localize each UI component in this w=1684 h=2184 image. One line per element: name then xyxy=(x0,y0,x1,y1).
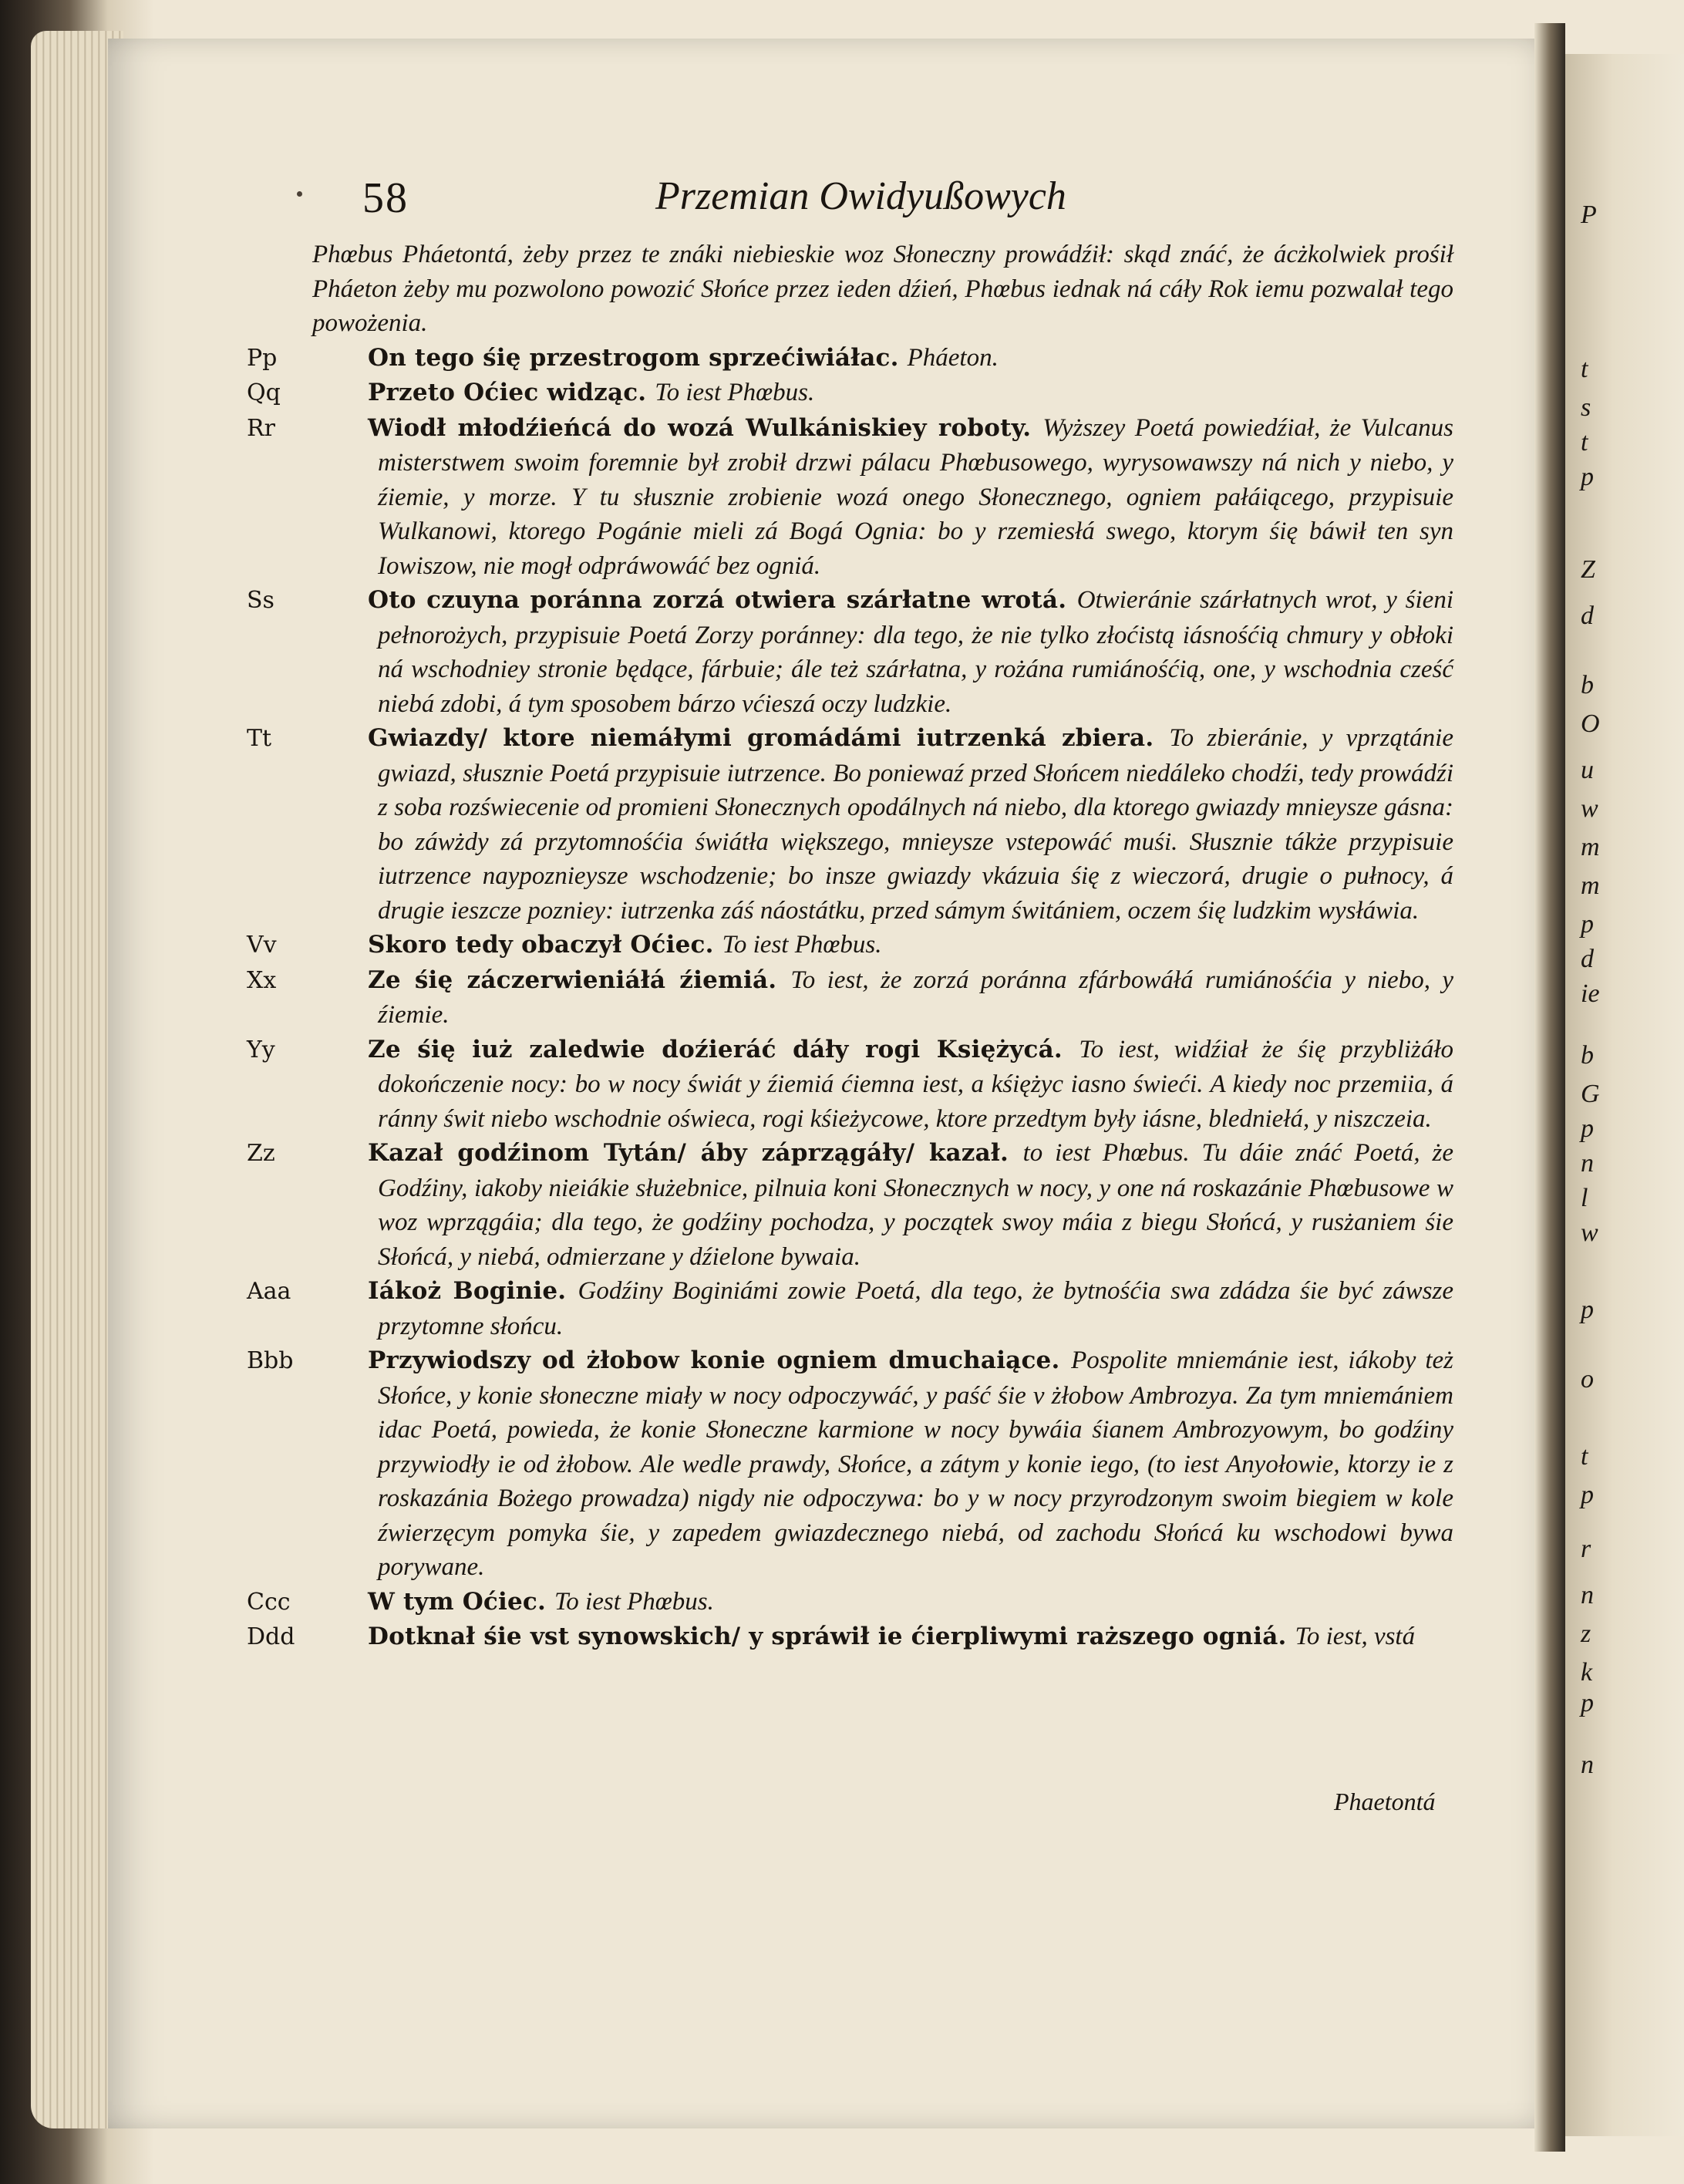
facing-page-fragment: G xyxy=(1581,1080,1600,1108)
entry-comment: to iest Phœbus. Tu dáie znáć Poetá, że Godźiny, iakoby nieiákie służebnice, pilnuia koni Słonecznych w nocy, y one ná roskazánie Phœbusowe w woz wprzągáia; dla tego, że godźiny pochodza, y początek swoy máia z biegu Słońcá, y rusżaniem śie Słońcá, y niebá, odmierzane y dźielone bywaia. xyxy=(378,1139,1454,1271)
entry-lemma: Oto czuyna poránna zorzá otwiera szárłatne wrotá. xyxy=(368,586,1077,614)
commentary-entry xyxy=(247,1343,1453,1585)
entry-marker: Yy xyxy=(247,1036,275,1063)
entry-lemma: Przywiodszy od żłobow konie ogniem dmuchaiące. xyxy=(368,1346,1072,1374)
commentary-entry xyxy=(247,963,1453,1033)
facing-page-fragment: u xyxy=(1581,756,1594,784)
facing-page-fragment: o xyxy=(1581,1365,1594,1394)
entry-marker: Aaa xyxy=(247,1278,291,1305)
commentary-entry xyxy=(247,721,1453,928)
commentary-entry xyxy=(247,341,1453,376)
entry-lemma: Iákoż Boginie. xyxy=(368,1277,578,1305)
facing-page-fragment: p xyxy=(1581,1114,1594,1143)
page-number: 58 xyxy=(362,174,409,222)
facing-page-fragment: p xyxy=(1581,910,1594,939)
entry-lemma: Wiodł młodźieńcá do wozá Wulkániskiey roboty. xyxy=(368,413,1043,442)
entry-comment: Otwieránie szárłatnych wrot, y śieni pełnorożych, przypisuie Poetá Zorzy poránney: dla tego, że nie tylko złoćistą iásnośćią chmury y obłoki ná wschodniey stronie będące, fárbuie; ále też szárłatna, y rożána rumiánośćią, one, y wschodnia cześć niebá zdobi, á tym sposobem bárzo vćieszá oczy ludzkie. xyxy=(378,586,1453,718)
entry-marker: Tt xyxy=(247,725,272,752)
commentary-entry xyxy=(247,1585,1453,1620)
entry-marker: Zz xyxy=(247,1140,275,1167)
running-title: Przemian Owidyußowych xyxy=(655,174,1066,218)
commentary-entry xyxy=(247,583,1453,721)
commentary-entry xyxy=(247,1033,1453,1137)
entry-comment: To iest, vstá xyxy=(1295,1623,1416,1650)
commentary-entry xyxy=(247,376,1453,411)
entry-comment: Godźiny Boginiámi zowie Poetá, dla tego, że bytnośćia swa zdádza śie być záwsze przytomne słońcu. xyxy=(378,1277,1454,1340)
facing-page-fragment: ie xyxy=(1581,979,1600,1008)
facing-page-fragment: d xyxy=(1581,945,1594,973)
page-header xyxy=(362,174,1519,228)
commentary-text xyxy=(247,238,1454,1655)
entry-comment: Pháeton. xyxy=(907,343,999,372)
entry-lemma: Ze śię záczerwieniáłá źiemiá. xyxy=(368,966,791,994)
facing-page-fragment: n xyxy=(1581,1581,1594,1609)
facing-page-fragment: d xyxy=(1581,602,1594,630)
entry-lemma: Skoro tedy obaczył Oćiec. xyxy=(368,931,722,959)
facing-page-fragment: p xyxy=(1581,1296,1594,1324)
facing-page-fragment: w xyxy=(1581,794,1598,823)
facing-page-fragment: n xyxy=(1581,1149,1594,1178)
commentary-entry xyxy=(247,1619,1453,1655)
facing-page-fragment: m xyxy=(1581,833,1600,861)
entry-marker: Vv xyxy=(247,932,277,959)
commentary-entry xyxy=(247,1136,1454,1274)
facing-page-fragment: b xyxy=(1581,671,1594,699)
facing-page-fragment: O xyxy=(1581,709,1600,738)
entry-marker: Pp xyxy=(247,344,278,372)
facing-page-fragment: k xyxy=(1581,1658,1593,1687)
commentary-entry xyxy=(247,1274,1454,1343)
entry-lemma: Gwiazdy/ ktore niemáłymi gromádámi iutrzenká zbiera. xyxy=(368,724,1170,752)
commentary-entry xyxy=(247,928,1453,963)
facing-page-fragment: p xyxy=(1581,463,1594,491)
entry-comment: To iest, że zorzá poránna zfárbowáłá rumiánośćia y niebo, y źiemie. xyxy=(378,966,1453,1029)
book-gutter xyxy=(1534,23,1565,2152)
facing-page-fragment: t xyxy=(1581,1442,1588,1471)
entry-comment: To iest, widźiał że śię przybliżáło dokończenie nocy: bo w nocy świát y źiemiá ćiemna iest, a kśiężyc iasno świeći. A kiedy noc przemiia, á ránny świt niebo wschodnie oświeca, rogi kśieżycowe, ktore przedtym były iásne, bledniełá, y niszczeia. xyxy=(378,1035,1453,1133)
catchword: Phaetontá xyxy=(1334,1788,1436,1815)
entry-marker: Ss xyxy=(247,587,274,614)
entry-lemma: Dotknał śie vst synowskich/ y spráwił ie ćierpliwymi raższego ogniá. xyxy=(368,1623,1295,1650)
facing-page-fragment: Z xyxy=(1581,555,1595,584)
entry-lemma: W tym Oćiec. xyxy=(368,1587,554,1616)
facing-page-fragment: t xyxy=(1581,428,1588,457)
entry-comment: To iest Phœbus. xyxy=(655,379,815,406)
entry-marker: Ddd xyxy=(247,1623,295,1650)
entry-comment: To iest Phœbus. xyxy=(554,1587,714,1616)
facing-page-fragment: r xyxy=(1581,1535,1591,1563)
facing-page-fragment: t xyxy=(1581,355,1588,383)
facing-page-fragment: n xyxy=(1581,1751,1594,1779)
entry-marker: Qq xyxy=(247,379,281,406)
opening-paragraph: Phœbus Pháetontá, żeby przez te znáki niebieskie woz Słoneczny prowádźił: skąd znáć, że ácżkolwiek prośił Pháeton żeby mu pozwolono powozić Słońce przez ieden dźień, Phœbus iednak ná cáły Rok iemu pozwalał tego powożenia. xyxy=(312,241,1453,337)
entry-lemma: On tego śię przestrogom sprzećiwiáłac. xyxy=(368,343,908,372)
facing-page-edge xyxy=(1565,54,1684,2136)
facing-page-fragment: p xyxy=(1581,1689,1594,1717)
facing-page-fragment: m xyxy=(1581,871,1600,900)
facing-page-fragment: p xyxy=(1581,1481,1594,1509)
entry-lemma: Ze śię iuż zaledwie doźieráć dáły rogi Księżycá. xyxy=(368,1035,1079,1063)
facing-page-fragment: s xyxy=(1581,393,1591,422)
entry-comment: Pospolite mniemánie iest, iákoby też Słońce, y konie słoneczne miały w nocy odpoczywáć, y paść śie v żłobow Ambrozya. Za tym mniemániem idac Poetá, powieda, że konie Słoneczne karmione w nocy bywáia śianem Ambrozyowym, bo godźiny przywiodły ie od żłobow. Ale wedle prawdy, Słońce, a zátym y konie iego, (to iest Anyołowie, ktorzy ie z roskazánia Bożego prowadza) nigdy nie odpoczywa: bo y w nocy przyrodzonym swoim biegiem w kole źwierzęcym pomyka śie, y zapedem gwiazdecznego niebá, od zachodu Słońcá ku wschodowi bywa porywane. xyxy=(378,1346,1453,1581)
commentary-entry xyxy=(247,411,1453,584)
entries-list xyxy=(247,341,1454,1655)
entry-marker: Ccc xyxy=(247,1588,291,1616)
facing-page-fragment: P xyxy=(1581,201,1597,229)
facing-page-fragment: w xyxy=(1581,1218,1598,1247)
facing-page-fragment: z xyxy=(1581,1619,1591,1648)
ink-spot xyxy=(297,191,302,197)
entry-comment: To iest Phœbus. xyxy=(722,931,882,959)
entry-comment: To zbieránie, y vprzątánie gwiazd, słusznie Poetá przypisuie iutrzence. Bo poniewaź przed Słońcem niedáleko chodźi, tedy prowádźi z soba rozświecenie od promieni Słonecznych opodálnych ná niebo, dla ktorego gwiazdy mnieysze gásna: bo záwżdy zá przytomnośćia świátła większego, mnieysze vstepowáć muśi. Słusznie tákże przypisuie iutrzence naypoznieysze wschodzenie; bo insze gwiazdy vkázuia śię z wieczorá, drugie o pułnocy, á drugie ieszcze pozniey: iutrzenka záś náostátku, przed sámym świtániem, oczem śię ludzkim wysłáwia. xyxy=(378,724,1453,925)
entry-marker: Bbb xyxy=(247,1347,294,1374)
entry-lemma: Przeto Oćiec widząc. xyxy=(368,379,655,406)
entry-lemma: Kazał godźinom Tytán/ áby záprzągáły/ kazał. xyxy=(368,1139,1023,1167)
entry-comment: Wyższey Poetá powiedźiał, że Vulcanus misterstwem swoim foremnie był zrobił drzwi pálacu Phœbusowego, wyrysowawszy ná nich y niebo, y źiemie, y morze. Y tu słusznie zrobienie wozá onego Słonecznego, ogniem pałáiącego, przypisuie Wulkanowi, ktorego Pogánie mieli zá Bogá Ognia: bo y rzemiesłá swego, ktorym śię báwił ten syn Iowiszow, nie mogł odpráwowáć bez ogniá. xyxy=(378,413,1453,580)
facing-page-fragment: l xyxy=(1581,1184,1588,1212)
entry-marker: Xx xyxy=(247,966,277,994)
facing-page-fragment: b xyxy=(1581,1041,1594,1070)
entry-marker: Rr xyxy=(247,414,275,442)
